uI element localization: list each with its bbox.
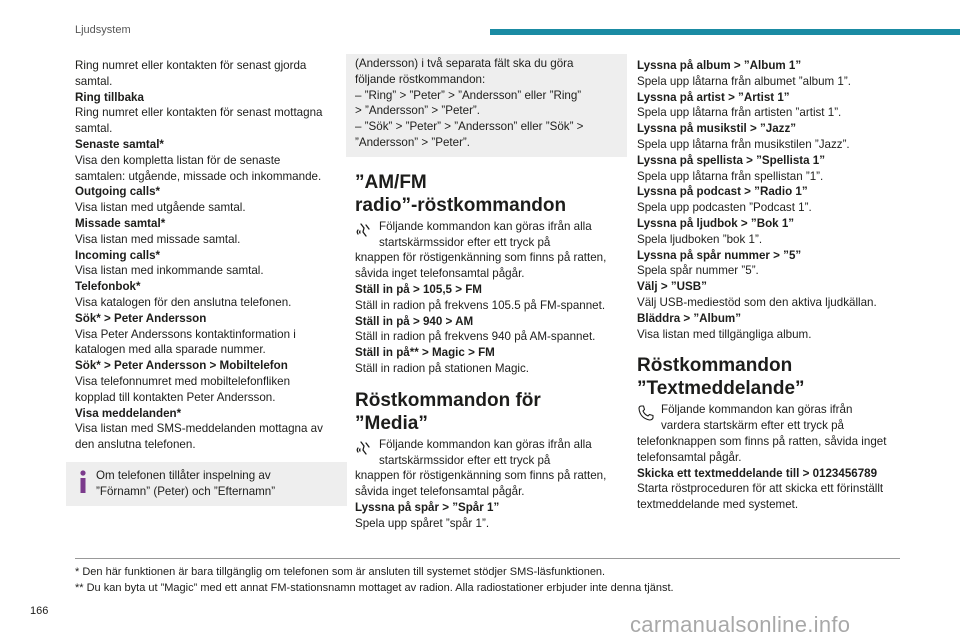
text-line: Spela spår nummer ”5”.	[637, 264, 759, 278]
text-line: Ring numret eller kontakten för senast mottagna	[75, 106, 323, 120]
tip-text: följande röstkommandon:	[355, 72, 486, 86]
command-line: Lyssna på musikstil > ”Jazz”	[637, 122, 797, 136]
command-line: Visa meddelanden*	[75, 406, 182, 420]
command-line: Sök* > Peter Andersson > Mobiltelefon	[75, 359, 288, 373]
text-line: Spela upp låtarna från albumet ”album 1”.	[637, 74, 851, 88]
info-tip-box	[66, 462, 347, 506]
page-number: 166	[30, 605, 49, 617]
text-line: Välj USB-mediestöd som den aktiva ljudkällan.	[637, 295, 877, 309]
text-line: katalogen med alla sparade nummer.	[75, 343, 266, 357]
intro-text: Följande kommandon kan göras ifrån alla	[379, 437, 592, 451]
command-line: Lyssna på artist > ”Artist 1”	[637, 90, 790, 104]
text-line: Ställ in radion på frekvens 105.5 på FM-spannet.	[355, 298, 606, 312]
tip-text: ”Andersson” > ”Peter”.	[355, 135, 471, 149]
phone-icon	[637, 404, 655, 422]
command-line: Bläddra > ”Album”	[637, 311, 742, 325]
intro-text: startskärmssidor efter ett tryck på	[379, 453, 551, 467]
command-line: Incoming calls*	[75, 248, 161, 262]
text-line: samtal.	[75, 74, 113, 88]
heading-line: ”Textmeddelande”	[637, 378, 805, 400]
section-intro	[637, 402, 899, 465]
intro-text: Följande kommandon kan göras ifrån alla	[379, 219, 592, 233]
text-line: Visa listan med utgående samtal.	[75, 201, 246, 215]
footnote-2: ** Du kan byta ut ”Magic” med ett annat FM-stationsnamn mottaget av radion. Alla radiostationer erbjuder inte denna tjänst.	[75, 582, 674, 594]
text-line: Visa listan med tillgängliga album.	[637, 327, 812, 341]
header-section-title: Ljudsystem	[75, 24, 131, 36]
section-heading-sms	[637, 354, 899, 400]
text-line: Spela ljudboken ”bok 1”.	[637, 232, 763, 246]
command-line: Skicka ett textmeddelande till > 0123456789	[637, 466, 878, 480]
command-line: Lyssna på spår > ”Spår 1”	[355, 500, 500, 514]
text-line: Spela upp låtarna från spellistan ”1”.	[637, 169, 824, 183]
heading-line: Röstkommandon för	[355, 389, 541, 411]
heading-line: ”Media”	[355, 412, 428, 434]
section-heading-media	[355, 389, 617, 435]
intro-text: telefonsamtal pågår.	[637, 450, 742, 464]
text-line: kopplad till kontakten Peter Andersson.	[75, 390, 276, 404]
intro-text: knappen för röstigenkänning som finns på ratten,	[355, 469, 607, 483]
text-line: samtalen: utgående, missade och inkommande.	[75, 169, 322, 183]
tip-text: Om telefonen tillåter inspelning av	[96, 468, 271, 482]
command-line: Missade samtal*	[75, 216, 166, 230]
text-line: Ring numret eller kontakten för senast gjorda	[75, 59, 307, 72]
tip-text: (Andersson) i två separata fält ska du göra	[355, 57, 574, 70]
intro-text: knappen för röstigenkänning som finns på ratten,	[355, 251, 607, 265]
intro-text: telefonknappen som finns på ratten, såvida inget	[637, 434, 887, 448]
heading-line: Röstkommandon	[637, 355, 793, 377]
text-line: Ställ in radion på stationen Magic.	[355, 361, 530, 375]
text-line: den anslutna telefonen.	[75, 438, 196, 452]
tip-continuation-box	[346, 54, 627, 157]
text-line: textmeddelande med systemet.	[637, 498, 799, 512]
text-line: Visa listan med missade samtal.	[75, 232, 241, 246]
text-line: Starta röstproceduren för att skicka ett förinställt	[637, 482, 884, 496]
column-1	[75, 58, 337, 506]
text-line: Visa telefonnumret med mobiltelefonfliken	[75, 374, 291, 388]
command-line: Lyssna på spår nummer > ”5”	[637, 248, 802, 262]
watermark: carmanualsonline.info	[630, 612, 851, 637]
tip-text: > ”Andersson” > ”Peter”.	[355, 104, 481, 118]
intro-text: Följande kommandon kan göras ifrån	[661, 403, 853, 417]
command-line: Lyssna på spellista > ”Spellista 1”	[637, 153, 826, 167]
voice-command-icon	[355, 439, 373, 457]
text-line: Spela upp podcasten ”Podcast 1”.	[637, 201, 812, 215]
footnote-1: * Den här funktionen är bara tillgänglig om telefonen som är ansluten till systemet stödjer SMS-läsfunktionen.	[75, 566, 606, 578]
footnote-divider	[75, 558, 900, 559]
text-line: samtal.	[75, 122, 113, 136]
text-line: Visa den kompletta listan för de senaste	[75, 153, 281, 167]
command-line: Lyssna på ljudbok > ”Bok 1”	[637, 216, 795, 230]
command-line: Ring tillbaka	[75, 90, 144, 104]
command-line: Lyssna på album > ”Album 1”	[637, 59, 802, 72]
intro-text: såvida inget telefonsamtal pågår.	[355, 267, 525, 281]
command-line: Outgoing calls*	[75, 185, 161, 199]
text-line: Visa katalogen för den anslutna telefonen.	[75, 295, 292, 309]
heading-line: ”AM/FM	[355, 171, 427, 193]
tip-text: – ”Sök” > ”Peter” > ”Andersson” eller ”Sök” >	[355, 120, 584, 134]
command-line: Ställ in på > 105,5 > FM	[355, 282, 482, 296]
text-line: Spela upp låtarna från artisten ”artist 1”.	[637, 106, 842, 120]
section-intro	[355, 219, 617, 282]
column-2	[355, 58, 617, 532]
command-line: Lyssna på podcast > ”Radio 1”	[637, 185, 808, 199]
text-line: Visa Peter Anderssons kontaktinformation i	[75, 327, 296, 341]
intro-text: såvida inget telefonsamtal pågår.	[355, 485, 525, 499]
section-heading-am-fm	[355, 171, 617, 217]
info-tip-icon	[76, 470, 90, 494]
voice-command-icon	[355, 221, 373, 239]
header-accent-bar	[490, 29, 960, 35]
text-line: Visa listan med SMS-meddelanden mottagna av	[75, 422, 323, 436]
tip-text: – ”Ring” > ”Peter” > ”Andersson” eller ”Ring”	[355, 88, 582, 102]
command-line: Telefonbok*	[75, 280, 141, 294]
section-intro	[355, 437, 617, 500]
tip-text: ”Förnamn” (Peter) och ”Efternamn”	[96, 484, 276, 498]
heading-line: radio”-röstkommandon	[355, 194, 567, 216]
command-line: Sök* > Peter Andersson	[75, 311, 207, 325]
command-line: Ställ in på > 940 > AM	[355, 314, 474, 328]
text-line: Ställ in radion på frekvens 940 på AM-spannet.	[355, 330, 596, 344]
intro-text: startskärmssidor efter ett tryck på	[379, 235, 551, 249]
column-3	[637, 58, 899, 513]
command-line: Ställ in på** > Magic > FM	[355, 346, 495, 360]
text-line: Spela upp låtarna från musikstilen ”Jazz”.	[637, 137, 850, 151]
intro-text: vardera startskärm efter ett tryck på	[661, 419, 844, 433]
text-line: Spela upp spåret ”spår 1”.	[355, 516, 490, 530]
command-line: Senaste samtal*	[75, 137, 164, 151]
text-line: Visa listan med inkommande samtal.	[75, 264, 264, 278]
command-line: Välj > ”USB”	[637, 280, 707, 294]
